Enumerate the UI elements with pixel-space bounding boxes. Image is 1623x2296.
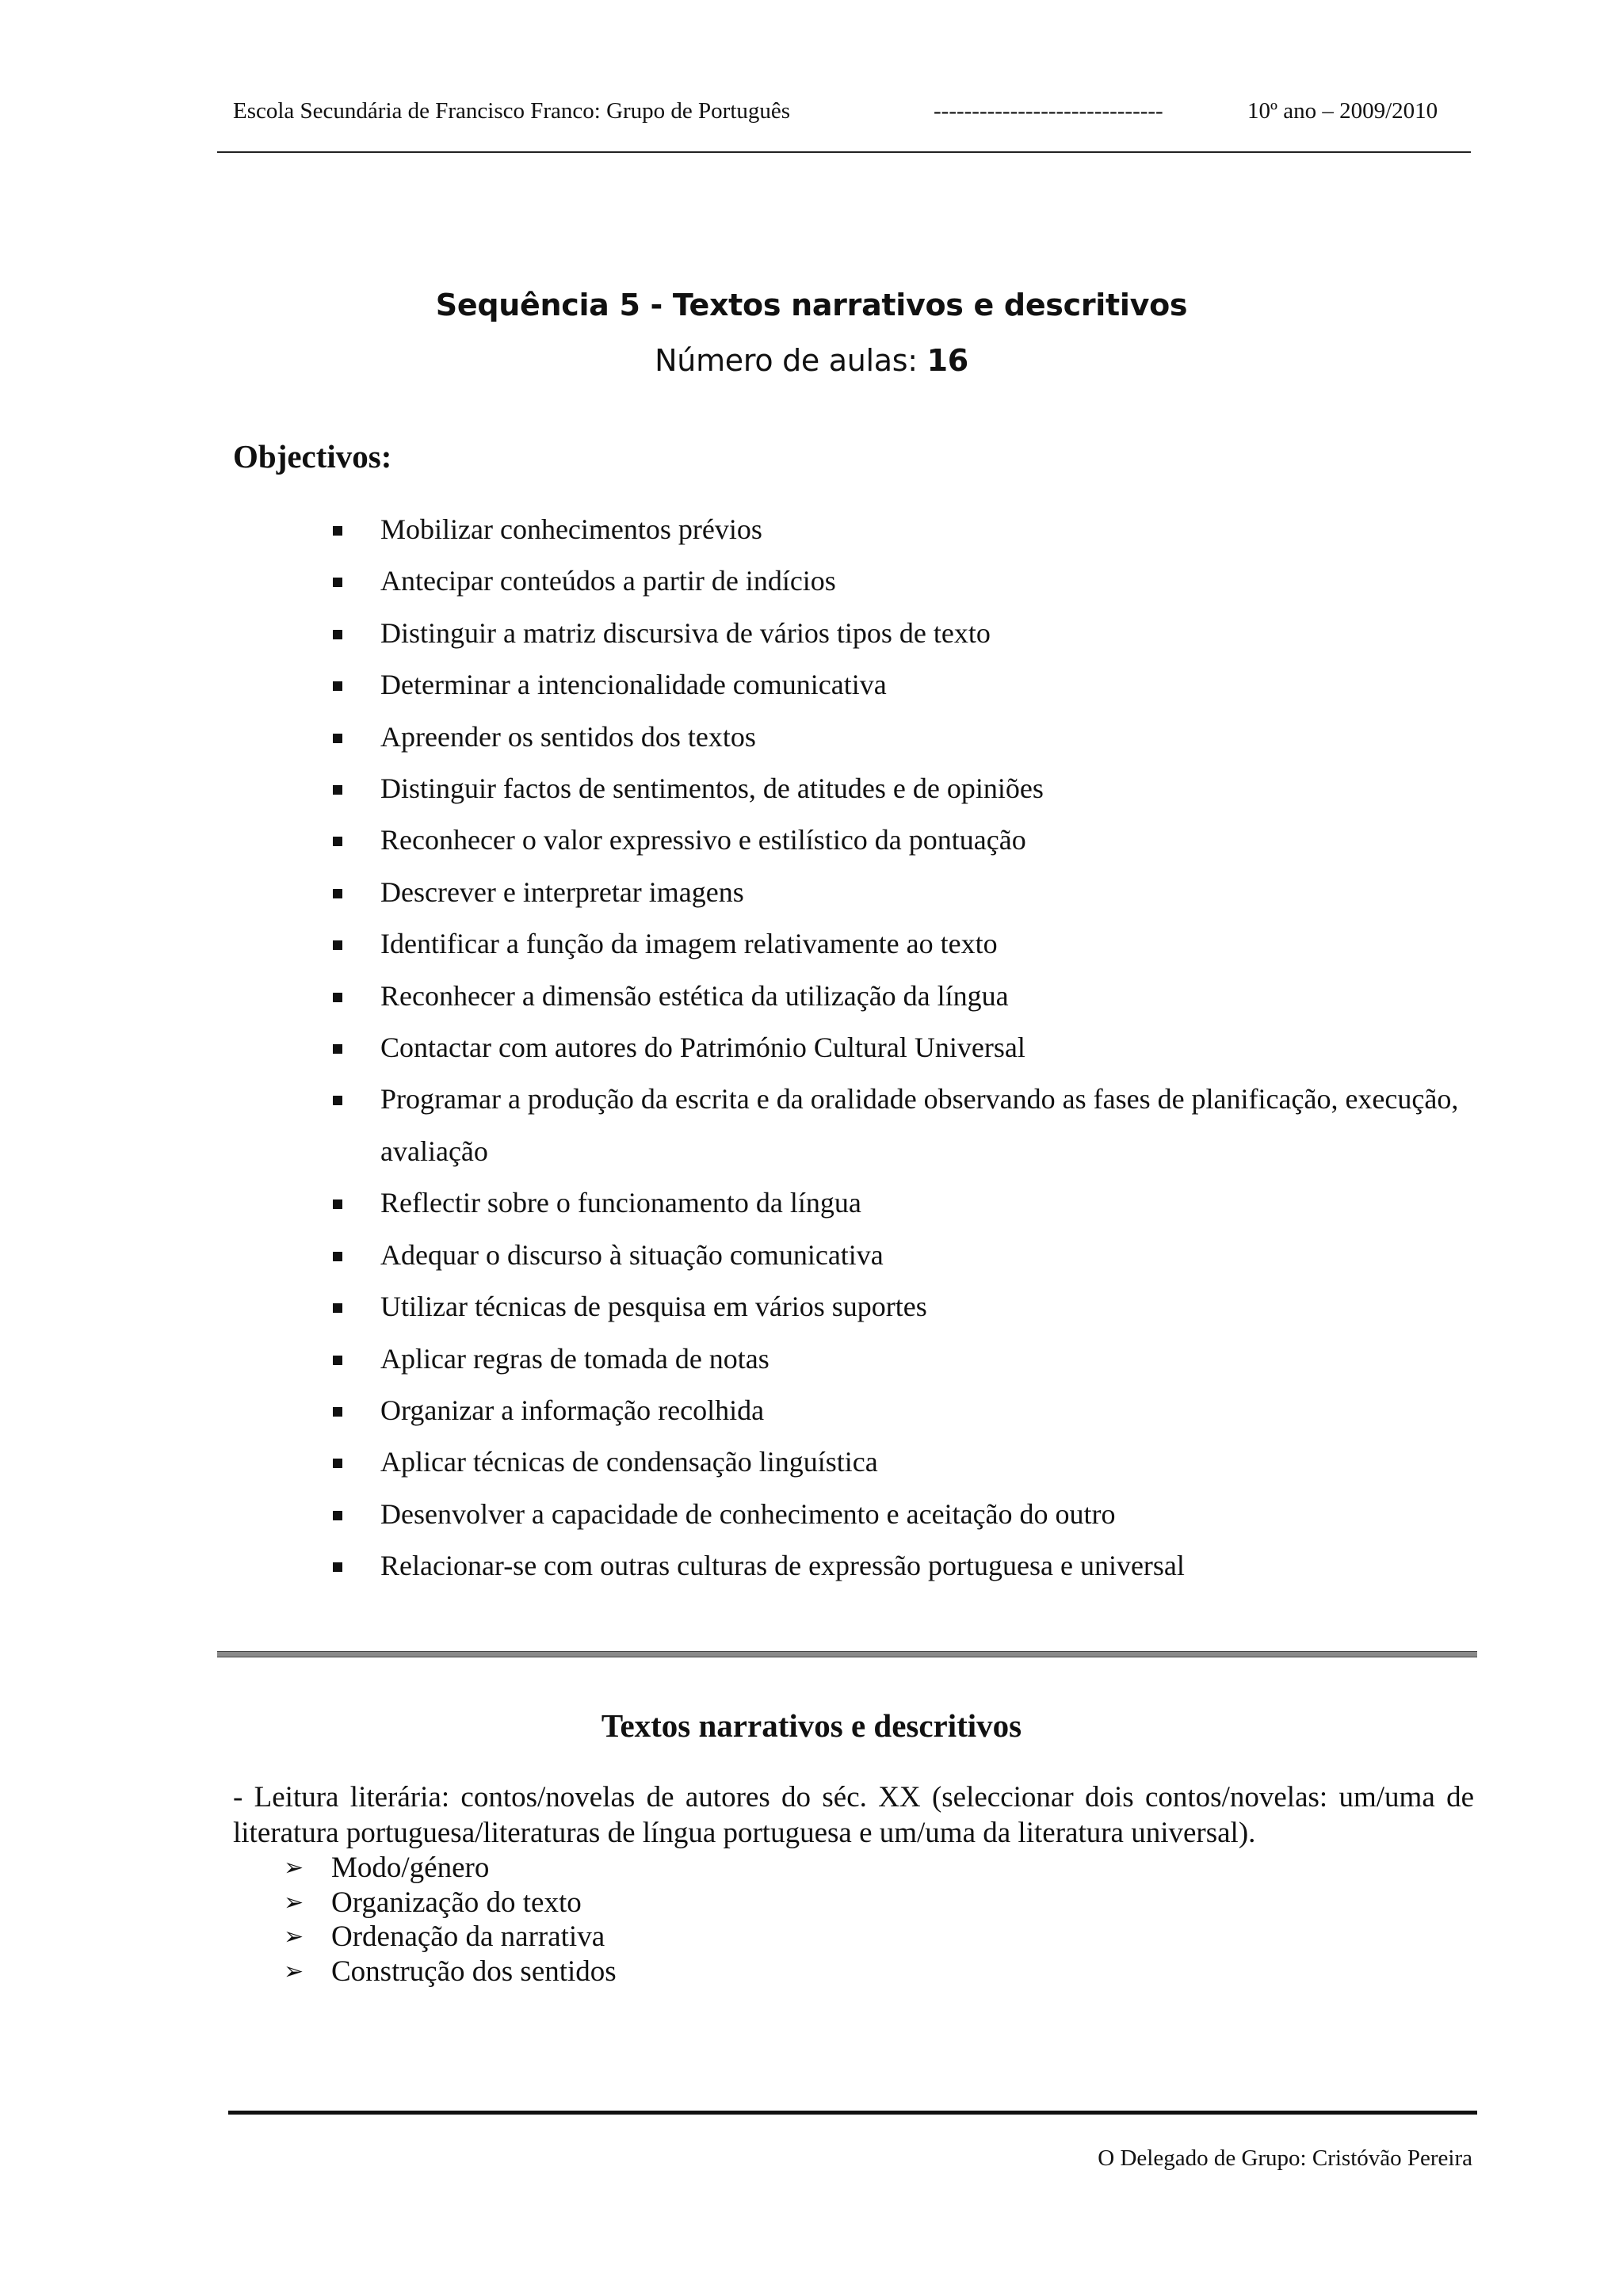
- objective-text: Relacionar-se com outras culturas de expressão portuguesa e universal: [380, 1550, 1185, 1582]
- objective-item: [328, 659, 1469, 711]
- objective-text: Contactar com autores do Património Cultural Universal: [380, 1032, 1025, 1064]
- objective-text: Programar a produção da escrita e da oralidade observando as fases de planificação, execução, avaliação: [380, 1083, 1459, 1167]
- reading-topic-text: Ordenação da narrativa: [331, 1920, 605, 1953]
- objective-item: [328, 608, 1469, 659]
- square-bullet-icon: [333, 889, 342, 898]
- square-bullet-icon: [333, 1252, 342, 1261]
- square-bullet-icon: [333, 837, 342, 846]
- reading-topic-text: Modo/género: [331, 1852, 490, 1884]
- square-bullet-icon: [333, 1096, 342, 1105]
- square-bullet-icon: [333, 1459, 342, 1468]
- reading-topic-item: [284, 1955, 617, 1989]
- square-bullet-icon: [333, 578, 342, 587]
- objective-text: Mobilizar conhecimentos prévios: [380, 513, 762, 545]
- objective-text: Distinguir a matriz discursiva de vários tipos de texto: [380, 616, 991, 649]
- header-school-name: Escola Secundária de Francisco Franco: Grupo de Português: [233, 98, 791, 124]
- objective-text: Antecipar conteúdos a partir de indícios: [380, 565, 836, 597]
- header-divider: [217, 151, 1471, 153]
- objective-item: [328, 1489, 1469, 1540]
- square-bullet-icon: [333, 1044, 342, 1054]
- reading-topic-item: [284, 1920, 617, 1955]
- objective-text: Reflectir sobre o funcionamento da língua: [380, 1187, 861, 1219]
- lesson-count-label: Número de aulas:: [655, 343, 918, 378]
- objective-item: [328, 555, 1469, 607]
- objective-item: [328, 1333, 1469, 1385]
- square-bullet-icon: [333, 681, 342, 691]
- square-bullet-icon: [333, 526, 342, 536]
- objective-item: [328, 971, 1469, 1022]
- square-bullet-icon: [333, 1407, 342, 1417]
- arrow-bullet-icon: ➢: [284, 1957, 304, 1985]
- arrow-bullet-icon: ➢: [284, 1888, 304, 1917]
- square-bullet-icon: [333, 940, 342, 950]
- objective-item: [328, 1436, 1469, 1488]
- reading-topic-item: [284, 1851, 617, 1886]
- objective-item: [328, 763, 1469, 814]
- objective-item: [328, 814, 1469, 866]
- objective-text: Desenvolver a capacidade de conhecimento e aceitação do outro: [380, 1497, 1116, 1530]
- objective-text: Organizar a informação recolhida: [380, 1394, 765, 1426]
- objective-text: Aplicar técnicas de condensação linguística: [380, 1446, 878, 1478]
- arrow-bullet-icon: ➢: [284, 1854, 304, 1882]
- square-bullet-icon: [333, 1199, 342, 1209]
- objective-item: [328, 1540, 1469, 1592]
- reading-topic-item: [284, 1886, 617, 1920]
- objective-item: [328, 1177, 1469, 1229]
- square-bullet-icon: [333, 1511, 342, 1520]
- square-bullet-icon: [333, 1562, 342, 1572]
- objective-text: Identificar a função da imagem relativamente ao texto: [380, 928, 998, 960]
- objectives-heading: Objectivos:: [233, 438, 392, 475]
- square-bullet-icon: [333, 1356, 342, 1365]
- header-school-year: 10º ano – 2009/2010: [1247, 98, 1438, 124]
- objective-text: Utilizar técnicas de pesquisa em vários suportes: [380, 1291, 927, 1323]
- reading-topic-text: Construção dos sentidos: [331, 1955, 617, 1988]
- objective-text: Aplicar regras de tomada de notas: [380, 1342, 769, 1375]
- reading-paragraph: - Leitura literária: contos/novelas de autores do séc. XX (seleccionar dois contos/novelas: um/uma de literatura portuguesa/literaturas de língua portuguesa e um/uma da literatura universal).: [233, 1781, 1474, 1849]
- objective-text: Determinar a intencionalidade comunicativa: [380, 669, 887, 701]
- lesson-count: [0, 338, 1623, 383]
- objective-item: [328, 1281, 1469, 1333]
- objective-item: [328, 1385, 1469, 1436]
- footer-divider: [228, 2111, 1477, 2115]
- objective-item: [328, 867, 1469, 918]
- square-bullet-icon: [333, 630, 342, 639]
- objective-item: [328, 711, 1469, 763]
- square-bullet-icon: [333, 785, 342, 795]
- section-divider: [217, 1651, 1477, 1657]
- objective-text: Apreender os sentidos dos textos: [380, 720, 756, 753]
- objective-text: Reconhecer a dimensão estética da utilização da língua: [380, 979, 1009, 1012]
- square-bullet-icon: [333, 993, 342, 1002]
- objectives-list: [328, 504, 1469, 1592]
- objective-text: Reconhecer o valor expressivo e estilístico da pontuação: [380, 824, 1026, 856]
- section-title: Textos narrativos e descritivos: [601, 1707, 1022, 1744]
- objective-item: [328, 504, 1469, 555]
- lesson-count-value: 16: [926, 343, 968, 378]
- footer-delegate: O Delegado de Grupo: Cristóvão Pereira: [1098, 2145, 1472, 2171]
- page-title: Sequência 5 - Textos narrativos e descritivos: [435, 288, 1188, 322]
- square-bullet-icon: [333, 734, 342, 743]
- reading-topics-list: [284, 1851, 617, 1989]
- objective-item: [328, 1074, 1469, 1177]
- arrow-bullet-icon: ➢: [284, 1923, 304, 1951]
- objective-text: Distinguir factos de sentimentos, de atitudes e de opiniões: [380, 772, 1044, 805]
- objective-item: [328, 1022, 1469, 1074]
- page-header: [233, 93, 1469, 128]
- objective-item: [328, 1230, 1469, 1281]
- header-dashes: ------------------------------: [934, 98, 1163, 124]
- reading-topic-text: Organização do texto: [331, 1886, 582, 1919]
- objective-text: Descrever e interpretar imagens: [380, 875, 744, 908]
- objective-text: Adequar o discurso à situação comunicativa: [380, 1238, 884, 1271]
- square-bullet-icon: [333, 1303, 342, 1313]
- objective-item: [328, 918, 1469, 970]
